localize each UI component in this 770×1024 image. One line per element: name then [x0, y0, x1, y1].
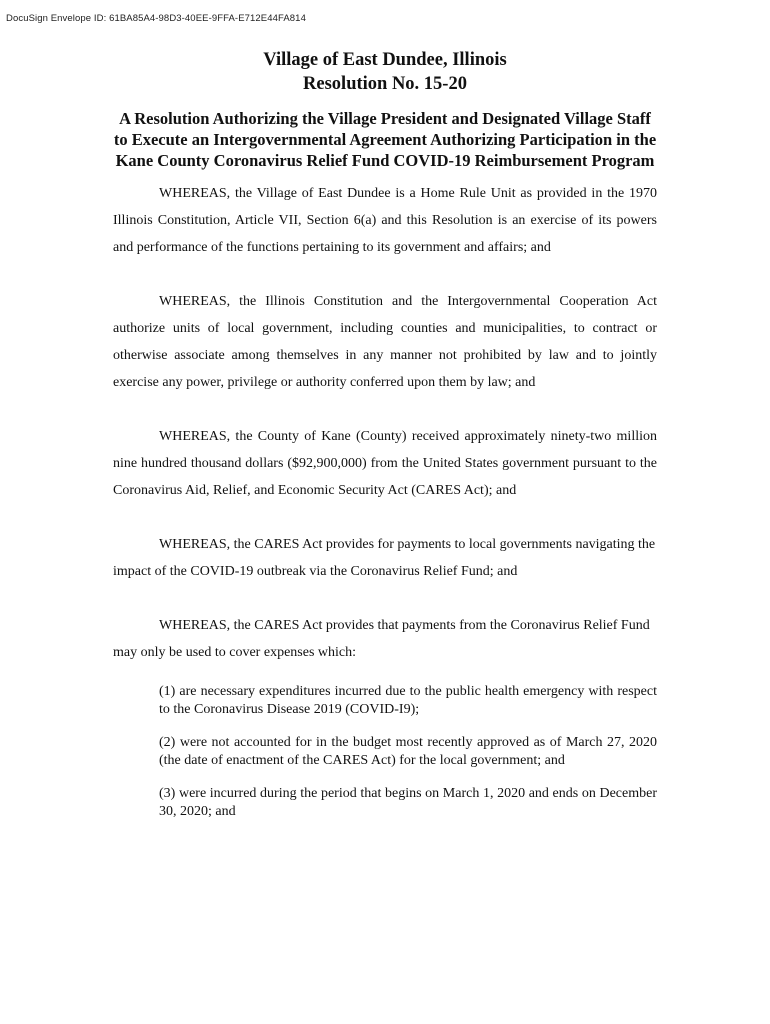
condition-item-1: (1) are necessary expenditures incurred due to the public health emergency with respect to the Coronavirus Disease 2019 (COVID-I9); — [159, 684, 657, 717]
whereas-clause-constitution: WHEREAS, the Illinois Constitution and the Intergovernmental Cooperation Act authorize units of local government, including counties and municipalities, to contract or otherwise associate among themselves in any manner not prohibited by law and to jointly exercise any power, privilege or authority conferred upon them by law; and — [113, 294, 657, 390]
whereas-clause-relief-fund-expenses: WHEREAS, the CARES Act provides that payments from the Coronavirus Relief Fund may only be used to cover expenses which: — [113, 618, 650, 660]
document-title — [113, 48, 657, 96]
resolution-document — [113, 48, 657, 821]
whereas-clause-home-rule: WHEREAS, the Village of East Dundee is a Home Rule Unit as provided in the 1970 Illinois Constitution, Article VII, Section 6(a) and this Resolution is an exercise of its powers and performance of the functions pertaining to its government and affairs; and — [113, 186, 657, 255]
condition-item-3: (3) were incurred during the period that begins on March 1, 2020 and ends on December 30, 2020; and — [159, 786, 657, 819]
docusign-envelope-id: DocuSign Envelope ID: 61BA85A4-98D3-40EE-9FFA-E712E44FA814 — [6, 13, 306, 24]
condition-item-2: (2) were not accounted for in the budget most recently approved as of March 27, 2020 (the date of enactment of the CARES Act) for the local government; and — [159, 735, 657, 768]
resolution-subtitle: A Resolution Authorizing the Village President and Designated Village Staff to Execute an Intergovernmental Agreement Authorizing Participation in the Kane County Coronavirus Relief Fund COVID-19 Reimbursement Program — [113, 109, 657, 170]
title-resolution-number: Resolution No. 15-20 — [303, 74, 467, 94]
whereas-clause-cares-payments: WHEREAS, the CARES Act provides for payments to local governments navigating the impact of the COVID-19 outbreak via the Coronavirus Relief Fund; and — [113, 537, 656, 579]
whereas-clause-kane-county: WHEREAS, the County of Kane (County) received approximately ninety-two million nine hundred thousand dollars ($92,900,000) from the United States government pursuant to the Coronavirus Aid, Relief, and Economic Security Act (CARES Act); and — [113, 429, 657, 498]
title-village: Village of East Dundee, Illinois — [263, 50, 507, 70]
